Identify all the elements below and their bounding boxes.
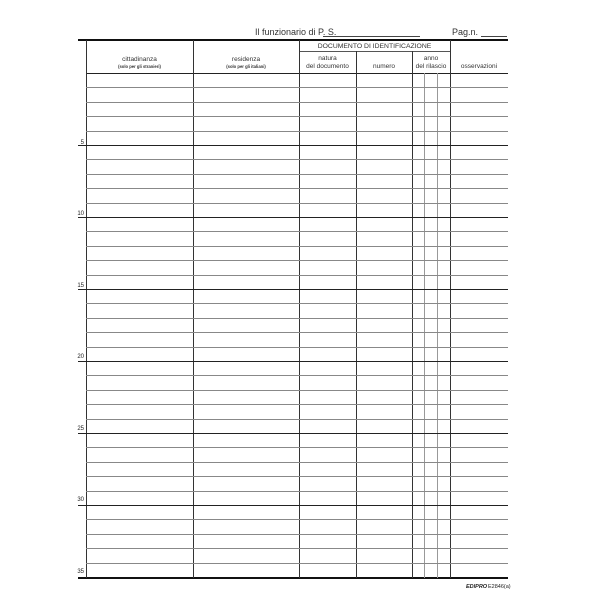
official-blank-line[interactable]	[323, 36, 420, 37]
row-rule	[86, 491, 508, 492]
group-header-underline	[299, 51, 450, 52]
row-rule	[86, 188, 508, 189]
column-note-residenza: (solo per gli italiani)	[226, 64, 266, 69]
row-number: 10	[77, 211, 84, 217]
column-header-natura-line1: natura	[318, 55, 337, 62]
row-rule	[78, 217, 508, 218]
row-rule	[86, 116, 508, 117]
row-rule	[78, 505, 508, 506]
footer-brand: EDIPRO	[466, 584, 488, 590]
row-rule	[78, 433, 508, 434]
column-header-numero: numero	[372, 63, 396, 70]
row-rule	[78, 289, 508, 290]
row-rule	[86, 332, 508, 333]
row-rule	[86, 231, 508, 232]
group-title-documento: DOCUMENTO DI IDENTIFICAZIONE	[317, 43, 432, 50]
row-rule	[86, 548, 508, 549]
row-rule	[86, 102, 508, 103]
column-header-osservazioni: osservazioni	[460, 63, 498, 70]
footer-form-code: E2846(a)	[488, 584, 511, 590]
year-digit-divider-2	[437, 73, 438, 578]
column-divider-margin	[86, 40, 87, 578]
row-rule	[86, 275, 508, 276]
row-rule	[86, 131, 508, 132]
row-rule	[86, 375, 508, 376]
column-divider-residenza	[299, 40, 300, 578]
row-rule	[86, 203, 508, 204]
row-rule	[86, 563, 508, 564]
column-header-anno-line2: del rilascio	[415, 63, 447, 70]
column-divider-anno	[450, 40, 451, 578]
column-divider-cittadinanza	[193, 40, 194, 578]
row-rule	[86, 534, 508, 535]
row-rule	[86, 390, 508, 391]
page-number-blank-line[interactable]	[481, 36, 507, 37]
row-rule	[86, 347, 508, 348]
row-number: 20	[77, 354, 84, 360]
row-rule	[86, 419, 508, 420]
row-number: 5	[80, 140, 84, 146]
column-header-residenza: residenza	[231, 56, 261, 63]
year-digit-divider-1	[424, 73, 425, 578]
column-note-cittadinanza: (solo per gli stranieri)	[118, 64, 161, 69]
table-top-rule	[78, 39, 508, 41]
official-label: Il funzionario di P. S.	[255, 27, 337, 37]
column-header-natura-line2: del documento	[306, 63, 349, 70]
row-number: 30	[77, 497, 84, 503]
row-number: 35	[77, 569, 84, 575]
row-rule	[86, 246, 508, 247]
column-header-cittadinanza: cittadinanza	[122, 56, 157, 63]
page-number-label: Pag.n.	[452, 27, 479, 37]
row-rule	[86, 476, 508, 477]
column-header-anno-line1: anno	[423, 55, 439, 62]
row-rule	[86, 318, 508, 319]
row-rule	[86, 159, 508, 160]
row-rule	[86, 87, 508, 88]
row-rule	[78, 361, 508, 362]
row-number: 25	[77, 426, 84, 432]
row-rule	[86, 462, 508, 463]
row-rule	[86, 519, 508, 520]
table-bottom-rule	[78, 577, 508, 579]
row-rule	[86, 260, 508, 261]
row-rule	[86, 404, 508, 405]
row-number: 15	[77, 283, 84, 289]
row-rule	[78, 145, 508, 146]
row-rule	[86, 174, 508, 175]
row-rule	[86, 303, 508, 304]
header-bottom-rule	[86, 73, 508, 74]
row-rule	[86, 447, 508, 448]
